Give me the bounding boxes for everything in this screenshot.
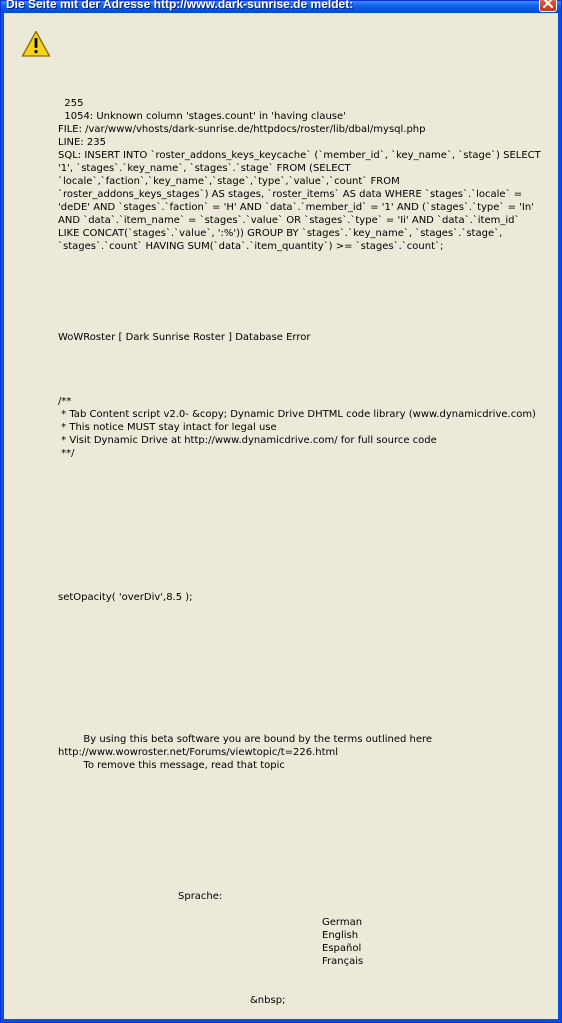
sql-error-text: 255 1054: Unknown column 'stages.count' in 'having clause' FILE: /var/www/vhosts/dark-sunrise.de/httpdocs/roster/lib/dbal/mysql.php LINE: 235 SQL: INSERT INTO `roster_addons_keys_keycache` (`member_id`, `key_name`, `stage`) SELECT '1', `stages`.`key_name`, `stages`.`stage` FROM (SELECT `locale`,`faction`,`key_name`,`stage`,`type`,`value`,`count` FROM `roster_addons_keys_stages`) AS stages, `roster_items` AS data WHERE `stages`.`locale` = 'deDE' AND `stages`.`faction` = 'H' AND `data`.`member_id` = '1' AND (`stages`.`type` = 'In' AND `data`.`item_name` = `stages`.`value` OR `stages`.`type` = 'Ii' AND `data`.`item_id` LIKE CONCAT(`stages`.`value`, ':%')) GROUP BY `stages`.`key_name`, `stages`.`stage`, `stages`.`count` HAVING SUM(`data`.`item_quantity`) >= `stages`.`count`; — [58, 98, 541, 252]
language-option-german: German — [322, 917, 363, 928]
close-icon — [543, 0, 553, 8]
language-option-french: Français — [322, 956, 364, 967]
language-option-english: English — [322, 930, 359, 941]
close-button[interactable] — [539, 0, 557, 12]
dialog-title: Die Seite mit der Adresse http://www.dark-sunrise.de meldet: — [6, 0, 354, 11]
beta-notice-text: By using this beta software you are bound by the terms outlined here http://www.wowroster.net/Forums/viewtopic/t=226.html To remove this message, read that topic — [58, 734, 433, 771]
language-label: Sprache: — [178, 891, 223, 902]
language-option-spanish: Español — [322, 943, 362, 954]
database-error-title: WoWRoster [ Dark Sunrise Roster ] Database Error — [58, 332, 311, 343]
set-opacity-text: setOpacity( 'overDiv',8.5 ); — [58, 592, 193, 603]
dialog-body — [4, 13, 558, 1019]
titlebar[interactable] — [1, 1, 561, 13]
nbsp-text: &nbsp; — [250, 995, 286, 1006]
warning-icon — [21, 30, 51, 58]
script-comment-text: /** * Tab Content script v2.0- &copy; Dynamic Drive DHTML code library (www.dynamicdrive.com) * This notice MUST stay intact for legal use * Visit Dynamic Drive at http://www.dynamicdrive.com/ for full source code **/ — [58, 396, 536, 459]
